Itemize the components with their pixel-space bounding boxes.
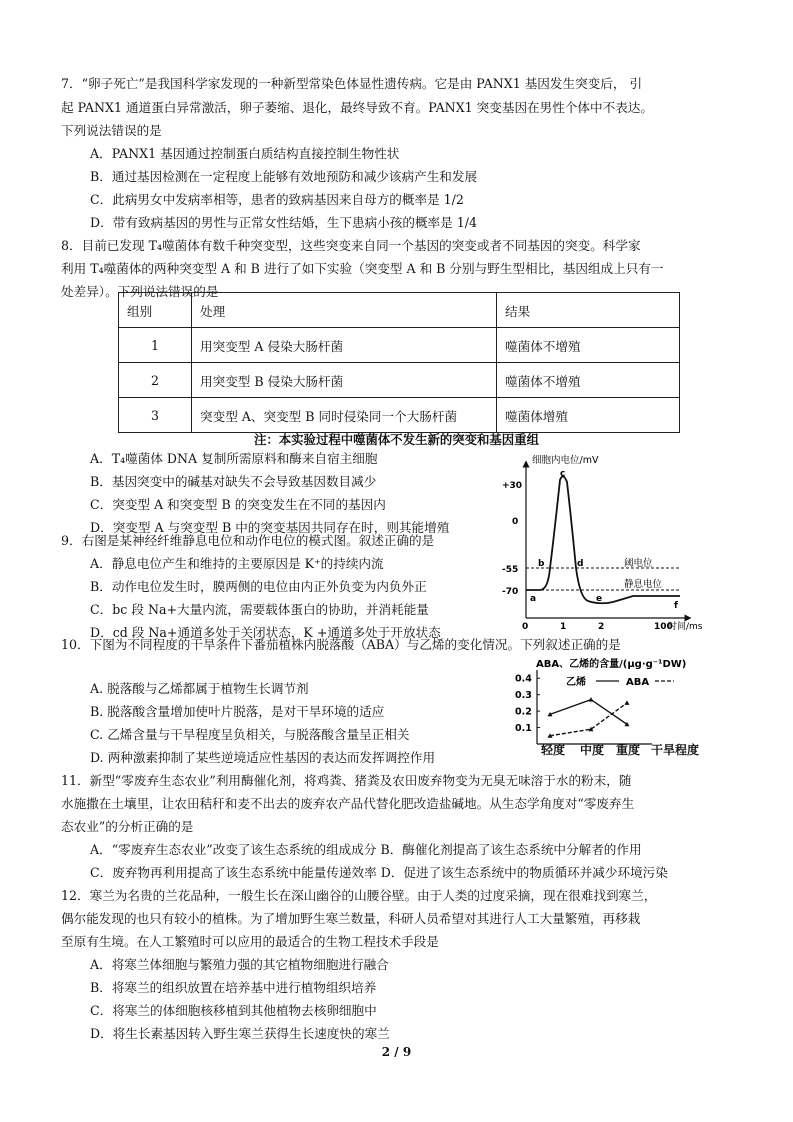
table-cell-treatment: 用突变型 A 侵染大肠杆菌 [192,328,497,363]
xtick-label: 100 [654,622,673,632]
legend-label-aba: ABA [626,677,650,688]
table-row [119,363,680,398]
q12-option-b: B．将寒兰的组织放置在培养基中进行植物组织培养 [90,980,377,995]
xtick-label: 重度 [616,743,641,757]
q8-table-note: 注：本实验过程中噬菌体不发生新的突变和基因重组 [254,432,539,447]
table-header-result: 结果 [497,293,680,328]
q12-stem-line1: 12．寒兰为名贵的兰花品种，一般生长在深山幽谷的山腰谷壁。由于人类的过度采摘，现在很难找到寒兰， [61,888,657,903]
xtick-label: 0 [522,622,529,632]
ytick-label: 0.4 [515,673,532,685]
q9-option-a: A．静息电位产生和维持的主要原因是 K⁺的持续内流 [90,556,384,571]
series-line-ethylene [550,700,627,725]
xtick-label: 中度 [580,743,605,757]
ytick-label: -55 [502,565,519,575]
q11-stem-line1: 11．新型“零废弃生态农业”利用酶催化剂，将鸡粪、猪粪及农田废弃物变为无臭无味溶于水的粉末，随 [61,773,632,788]
rest-label: 静息电位 [624,579,663,590]
table-row [119,398,680,433]
chart-xlabel: 干旱程度 [651,743,700,757]
table-cell-group: 1 [119,328,192,363]
ytick-label: 0.2 [515,706,532,718]
q12-stem-line2: 偶尔能发现的也只有较小的植株。为了增加野生寒兰数量，科研人员希望对其进行人工大量繁殖，再移栽 [61,911,641,926]
table-header-treatment: 处理 [192,293,497,328]
xtick-label: 2 [598,622,605,632]
q7-stem-line1: 7．“卵子死亡”是我国科学家发现的一种新型常染色体显性遗传病。它是由 PANX1 基因发生突变后， 引 [61,76,643,91]
q9-stem: 9．右图是某神经纤维静息电位和动作电位的模式图。叙述正确的是 [61,533,435,548]
q11-stem-line3: 态农业”的分析正确的是 [61,819,194,834]
chart-xlabel: 时间/ms [668,622,703,632]
q10-option-c: C. 乙烯含量与干旱程度呈负相关，与脱落酸含量呈正相关 [90,727,410,742]
q8-option-b: B．基因突变中的碱基对缺失不会导致基因数目减少 [90,474,377,489]
ytick-label: 0.1 [515,723,532,735]
q12-option-d: D．将生长素基因转入野生寒兰获得生长速度快的寒兰 [90,1026,390,1041]
q7-option-b: B．通过基因检测在一定程度上能够有效地预防和减少该病产生和发展 [90,169,478,184]
xtick-label: 1 [560,622,567,632]
xtick-label: 轻度 [541,743,566,757]
table-header-group: 组别 [119,293,192,328]
table-cell-group: 3 [119,398,192,433]
chart-ylabel: 细胞内电位/mV [532,455,599,466]
q11-options-ab: A．“零废弃生态农业”改变了该生态系统的组成成分 B．酶催化剂提高了该生态系统中分解者的作用 [90,842,642,857]
q7-option-c: C．此病男女中发病率相等，患者的致病基因来自母方的概率是 1/2 [90,192,464,207]
ytick-label: -70 [502,587,519,597]
chart-title: ABA、乙烯的含量/(μg·g⁻¹DW) [536,659,687,670]
q8-stem-line3: 处差异）。下列说法错误的是 [61,284,219,299]
q8-stem-line1: 8．目前已发现 T₄噬菌体有数千种突变型，这些突变来自同一个基因的突变或者不同基因的突变。科学家 [61,238,641,253]
q9-option-c: C．bc 段 Na+大量内流，需要载体蛋白的协助，并消耗能量 [90,602,429,617]
q9-action-potential-chart [488,455,703,632]
q9-option-d: D．cd 段 Na+通道多处于关闭状态，K +通道多处于开放状态 [90,625,441,640]
table-cell-result: 噬菌体不增殖 [497,363,680,398]
table-cell-result: 噬菌体增殖 [497,398,680,433]
ytick-label: 0 [512,517,519,527]
threshold-label: 阈电位 [624,558,653,569]
q10-option-a: A. 脱落酸与乙烯都属于植物生长调节剂 [90,681,309,696]
chart-legend [566,675,674,688]
table-cell-group: 2 [119,363,192,398]
data-point [625,700,630,705]
legend-label-ethylene: 乙烯 [566,677,586,688]
point-label-f: f [674,601,678,611]
point-label-d: d [577,559,584,569]
q12-stem-line3: 至原有生境。在人工繁殖时可以应用的最适合的生物工程技术手段是 [61,934,439,949]
q11-stem-line2: 水施撒在土壤里，让农田秸秆和麦不出去的废弃农产品代替化肥改造盐碱地。从生态学角度对“零废弃生 [61,796,635,811]
q10-stem: 10．下图为不同程度的干旱条件下番茄植株内脱落酸（ABA）与乙烯的变化情况。下列叙述正确的是 [61,637,621,652]
series-line-aba [550,703,627,736]
q7-stem-line2: 起 PANX1 通道蛋白异常激活，卵子萎缩、退化，最终导致不育。PANX1 突变基因在男性个体中不表达。 [61,100,653,115]
q7-option-a: A．PANX1 基因通过控制蛋白质结构直接控制生物性状 [90,146,400,161]
q10-option-b: B. 脱落酸含量增加使叶片脱落，是对干旱环境的适应 [90,704,385,719]
q7-option-d: D．带有致病基因的男性与正常女性结婚，生下患病小孩的概率是 1/4 [90,215,477,230]
table-cell-treatment: 用突变型 B 侵染大肠杆菌 [192,363,497,398]
q12-option-c: C．将寒兰的体细胞核移植到其他植物去核卵细胞中 [90,1003,377,1018]
q8-option-a: A．T₄噬菌体 DNA 复制所需原料和酶来自宿主细胞 [90,451,378,466]
table-row [119,328,680,363]
q11-options-cd: C．废弃物再利用提高了该生态系统中能量传递效率 D．促进了该生态系统中的物质循环并减少环境污染 [90,865,668,880]
page-number: 2 / 9 [381,1045,412,1059]
q10-option-d: D. 两种激素抑制了某些逆境适应性基因的表达而发挥调控作用 [90,750,436,765]
point-label-b: b [538,559,545,569]
q8-stem-line2: 利用 T₄噬菌体的两种突变型 A 和 B 进行了如下实验（突变型 A 和 B 分别与野生型相比，基因组成上只有一 [61,261,664,276]
ytick-label: 0.3 [515,690,532,702]
data-point [589,697,594,702]
table-header-row [119,293,680,328]
point-label-e: e [596,594,603,604]
q8-option-c: C．突变型 A 和突变型 B 的突变发生在不同的基因内 [90,497,386,512]
q12-option-a: A．将寒兰体细胞与繁殖力强的其它植物细胞进行融合 [90,957,389,972]
point-label-a: a [530,594,537,604]
q8-experiment-table [118,292,680,433]
q8-option-d: D．突变型 A 与突变型 B 中的突变基因共同存在时，则其能增殖 [90,520,450,535]
table-cell-result: 噬菌体不增殖 [497,328,680,363]
point-label-c: c [560,469,566,479]
table-cell-treatment: 突变型 A、突变型 B 同时侵染同一个大肠杆菌 [192,398,497,433]
ytick-label: +30 [502,481,523,491]
q7-stem-line3: 下列说法错误的是 [61,123,162,138]
q9-option-b: B．动作电位发生时，膜两侧的电位由内正外负变为内负外正 [90,579,427,594]
